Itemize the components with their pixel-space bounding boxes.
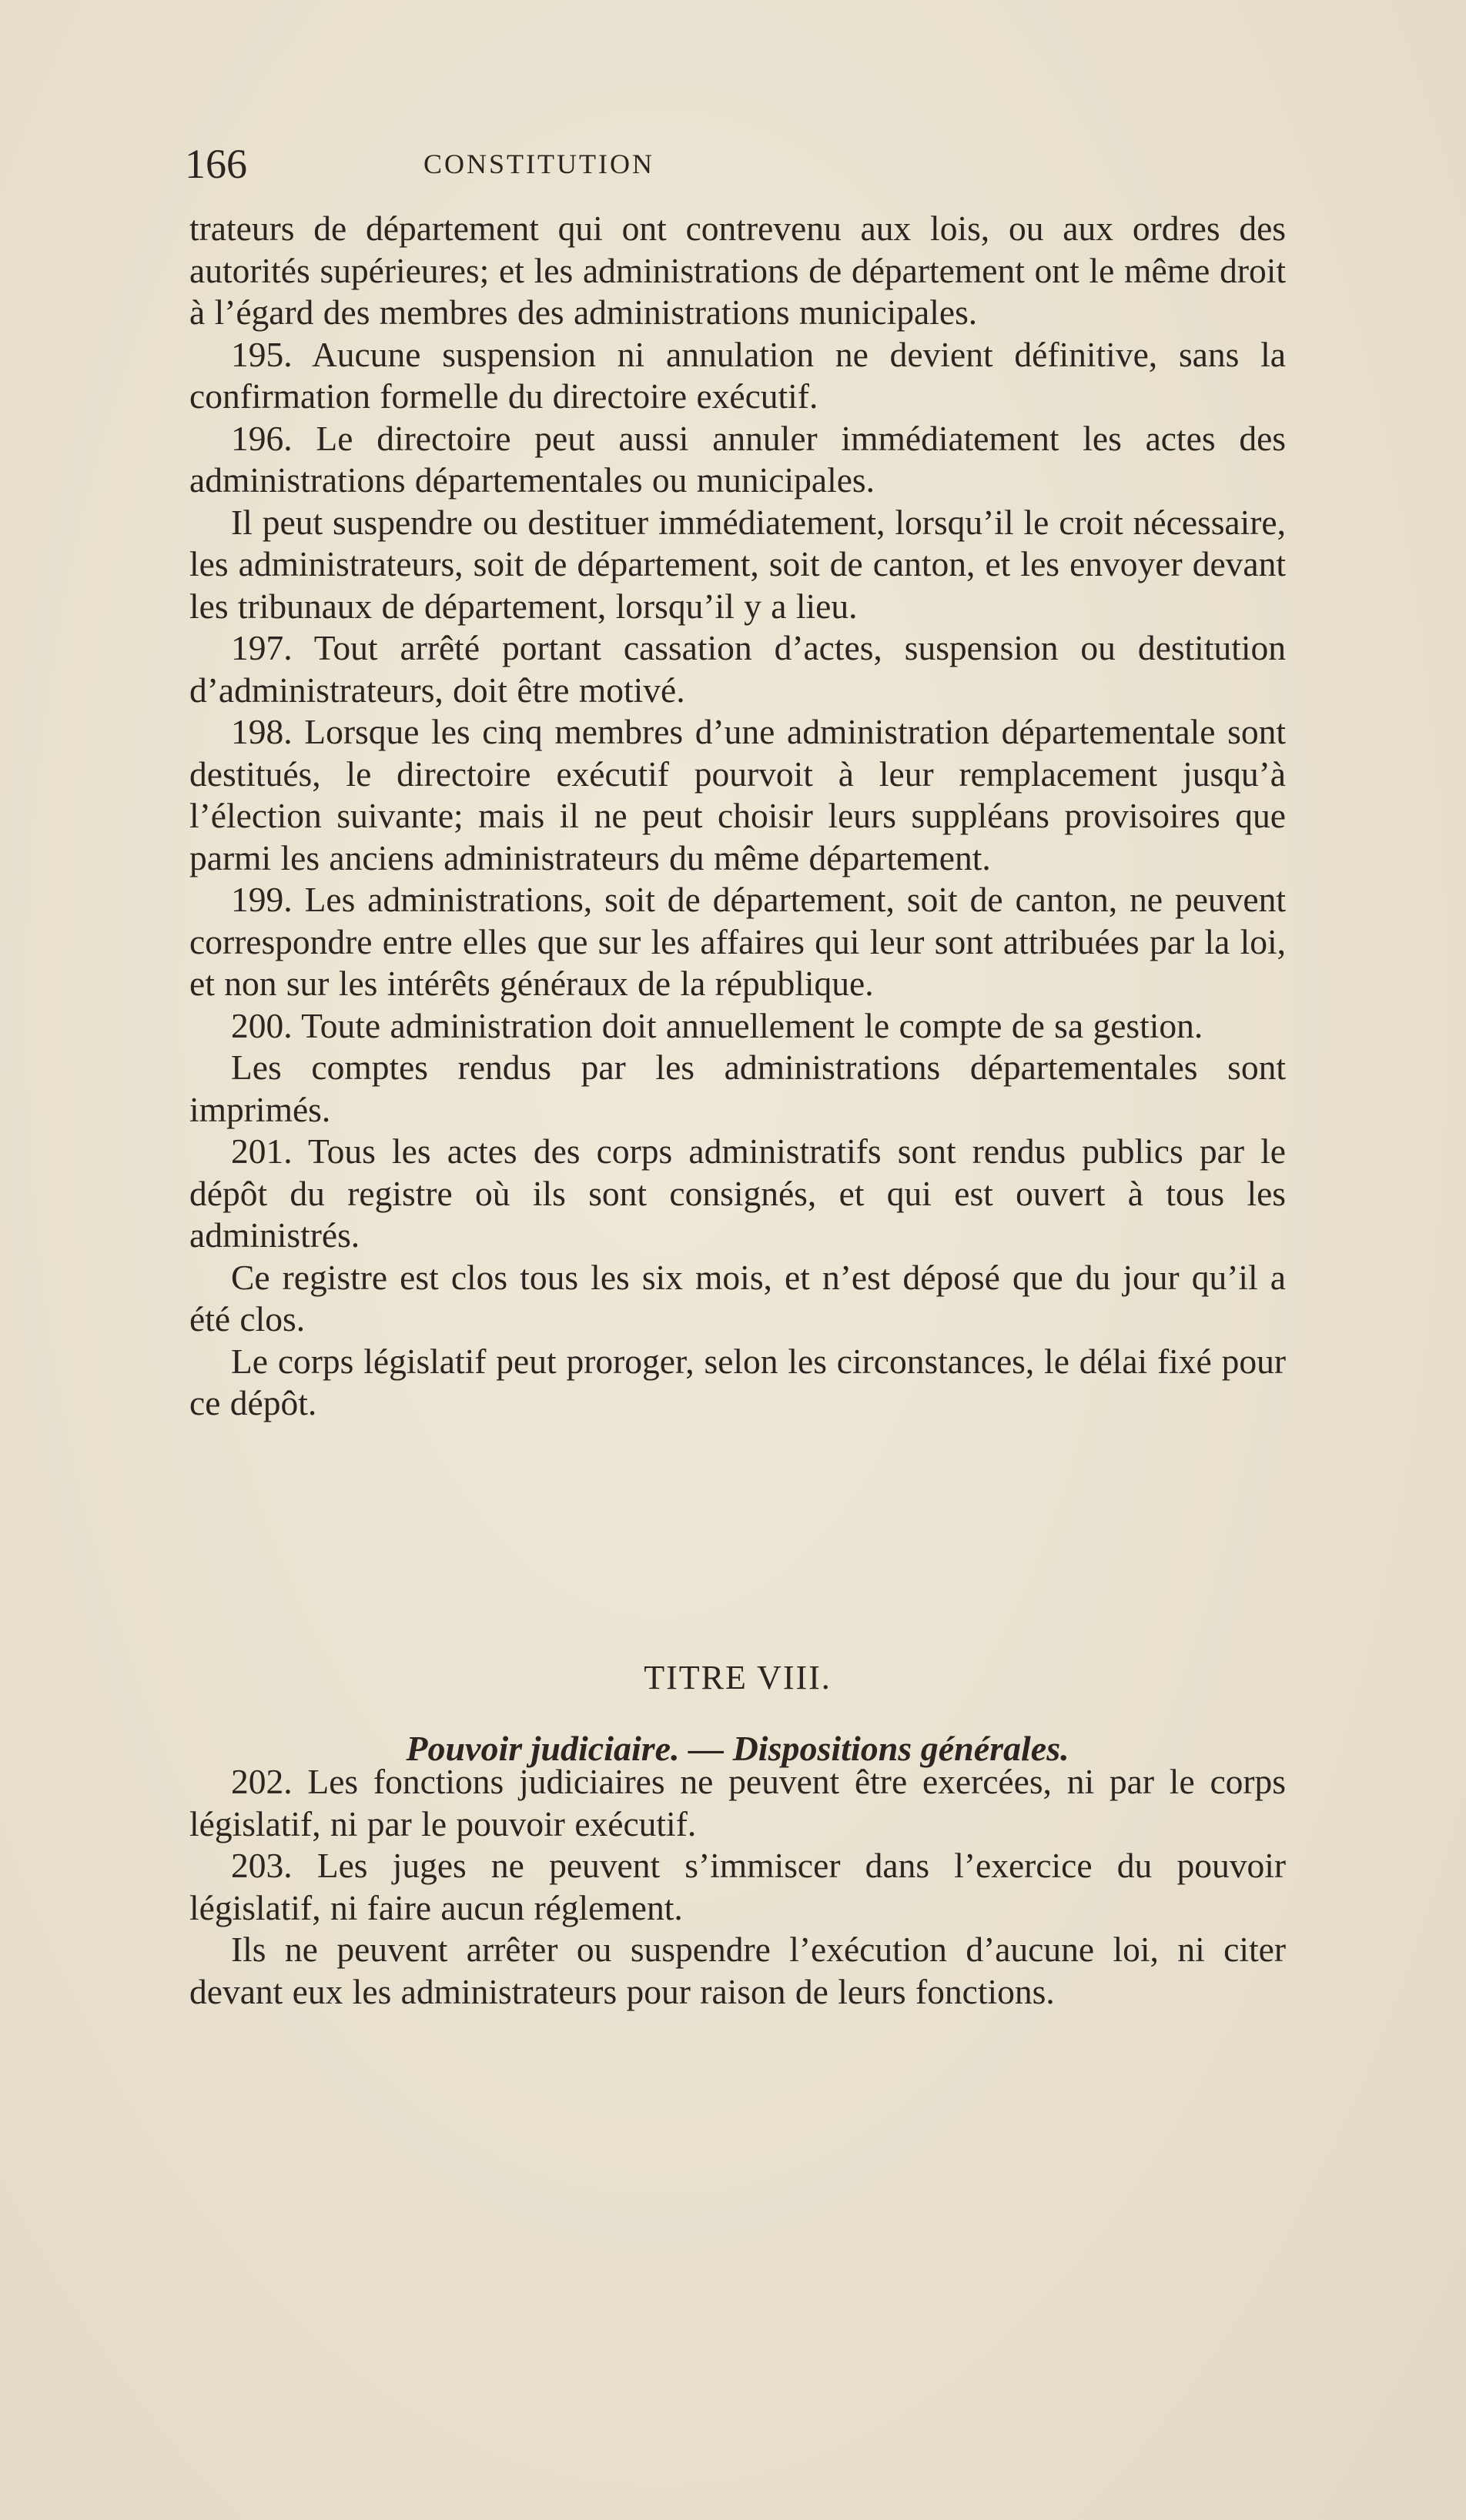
article-203-paragraph: Ils ne peuvent arrêter ou suspendre l’exécution d’aucune loi, ni citer devant eux les administrateurs pour raison de leurs fonctions. [189,1930,1286,2011]
article-197: 197. Tout arrêté portant cassation d’actes, suspension ou destitution d’administrateurs, doit être motivé. [189,628,1286,710]
text-block-bottom [189,1761,1286,2013]
article-201-paragraph-2: Le corps législatif peut proroger, selon les circonstances, le délai fixé pour ce dépôt. [189,1341,1286,1422]
article-201-paragraph-1: Ce registre est clos tous les six mois, et n’est déposé que du jour qu’il a été clos. [189,1257,1286,1339]
article-200-paragraph: Les comptes rendus par les administrations départementales sont imprimés. [189,1048,1286,1129]
title-subtitle: Pouvoir judiciaire. — Dispositions générales. [406,1729,1069,1768]
running-title: CONSTITUTION [423,149,654,179]
page-header [185,137,893,191]
article-200: 200. Toute administration doit annuellement le compte de sa gestion. [231,1005,1203,1045]
article-195: 195. Aucune suspension ni annulation ne devient définitive, sans la confirmation formelle du directoire exécutif. [189,334,1286,416]
article-198: 198. Lorsque les cinq membres d’une administration départementale sont destitués, le directoire exécutif pourvoit à leur remplacement jusqu’à l’élection suivante; mais il ne peut choisir leurs suppléans provisoires que parmi les anciens administrateurs du même département. [189,712,1286,877]
article-196-paragraph: Il peut suspendre ou destituer immédiatement, lorsqu’il le croit nécessaire, les administrateurs, soit de département, soit de canton, et les envoyer devant les tribunaux de département, lorsqu’il y a lieu. [189,502,1286,626]
article-201: 201. Tous les actes des corps administratifs sont rendus publics par le dépôt du registre où ils sont consignés, et qui est ouvert à tous les administrés. [189,1131,1286,1255]
paragraph-continuation: trateurs de département qui ont contrevenu aux lois, ou aux ordres des autorités supérieures; et les administrations de département ont le même droit à l’égard des membres des administrations municipales. [189,209,1286,332]
page-number: 166 [185,141,247,187]
article-196: 196. Le directoire peut aussi annuler immédiatement les actes des administrations départementales ou municipales. [189,418,1286,500]
article-202: 202. Les fonctions judiciaires ne peuvent être exercées, ni par le corps législatif, ni par le pouvoir exécutif. [189,1762,1286,1843]
title-number: TITRE VIII. [644,1659,832,1696]
article-199: 199. Les administrations, soit de département, soit de canton, ne peuvent correspondre entre elles que sur les affaires qui leur sont attribuées par la loi, et non sur les intérêts généraux de la république. [189,880,1286,1003]
article-203: 203. Les juges ne peuvent s’immiscer dans l’exercice du pouvoir législatif, ni faire aucun réglement. [189,1846,1286,1927]
text-block-top [189,208,1286,1425]
